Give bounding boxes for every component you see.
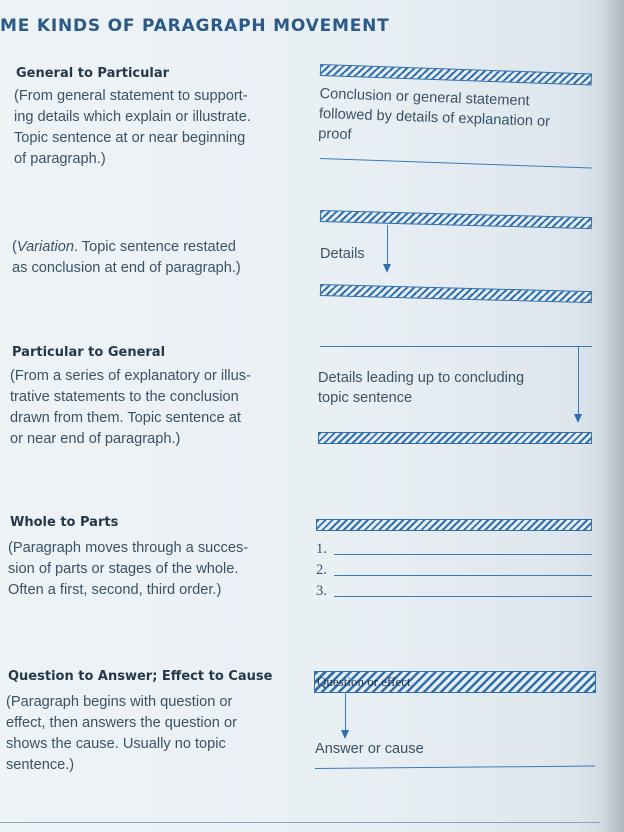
page-bottom-rule: [0, 822, 600, 823]
section-description-general-to-particular: (From general statement to support- ing details which explain or illustrate. Topic sentence at or near beginning of paragraph.): [14, 88, 251, 167]
down-arrow-icon: [383, 264, 391, 273]
part-number-1: 1.: [316, 541, 327, 557]
hatched-bar-bottom: [318, 432, 592, 444]
section-heading-question-to-answer: Question to Answer; Effect to Cause: [8, 669, 273, 684]
hatched-bar-top: [320, 64, 592, 85]
section-heading-particular-to-general: Particular to General: [12, 345, 166, 360]
hatched-box-question: [314, 671, 596, 693]
hatched-bar-top: [316, 519, 592, 531]
diagram-label-details: Details: [320, 246, 365, 262]
diagram-label-answer: Answer or cause: [315, 741, 424, 757]
diagram-underline: [315, 766, 595, 769]
down-arrow-icon: [574, 414, 582, 423]
diagram-top-line: [320, 346, 592, 347]
arrow-shaft: [387, 225, 388, 265]
section-heading-general-to-particular: General to Particular: [16, 66, 170, 81]
hatched-bar-top: [320, 210, 592, 229]
section-heading-whole-to-parts: Whole to Parts: [10, 515, 119, 530]
page-gutter-shadow: [602, 0, 624, 832]
part-line-3: [334, 596, 592, 597]
diagram-label-particular-to-general: Details leading up to concluding topic sentence: [318, 370, 525, 406]
part-number-3: 3.: [316, 583, 327, 599]
diagram-label-general-to-particular: Conclusion or general statement followed by details of explanation or proof: [317, 85, 551, 144]
down-arrow-icon: [341, 730, 349, 739]
question-box-label: Question or effect: [317, 674, 411, 689]
part-line-2: [334, 575, 592, 576]
section-description-variation: [12, 237, 241, 279]
hatched-bar-bottom: [320, 284, 592, 303]
page-title: ME KINDS OF PARAGRAPH MOVEMENT: [0, 16, 390, 36]
arrow-shaft: [578, 346, 579, 414]
variation-open-paren: (: [12, 239, 17, 255]
section-description-whole-to-parts: (Paragraph moves through a succes- sion of parts or stages of the whole. Often a first, second, third order.): [8, 540, 249, 598]
variation-rest: . Topic sentence restated as conclusion at end of paragraph.): [12, 239, 241, 276]
section-description-question-to-answer: (Paragraph begins with question or effect, then answers the question or shows the cause. Usually no topic sentence.): [6, 694, 237, 773]
variation-italic-word: Variation: [16, 239, 74, 255]
diagram-underline: [320, 158, 592, 168]
section-description-particular-to-general: (From a series of explanatory or illus- trative statements to the conclusion drawn from them. Topic sentence at or near end of paragraph.): [10, 368, 251, 447]
arrow-shaft: [345, 693, 346, 731]
part-number-2: 2.: [316, 562, 327, 578]
part-line-1: [334, 554, 592, 555]
